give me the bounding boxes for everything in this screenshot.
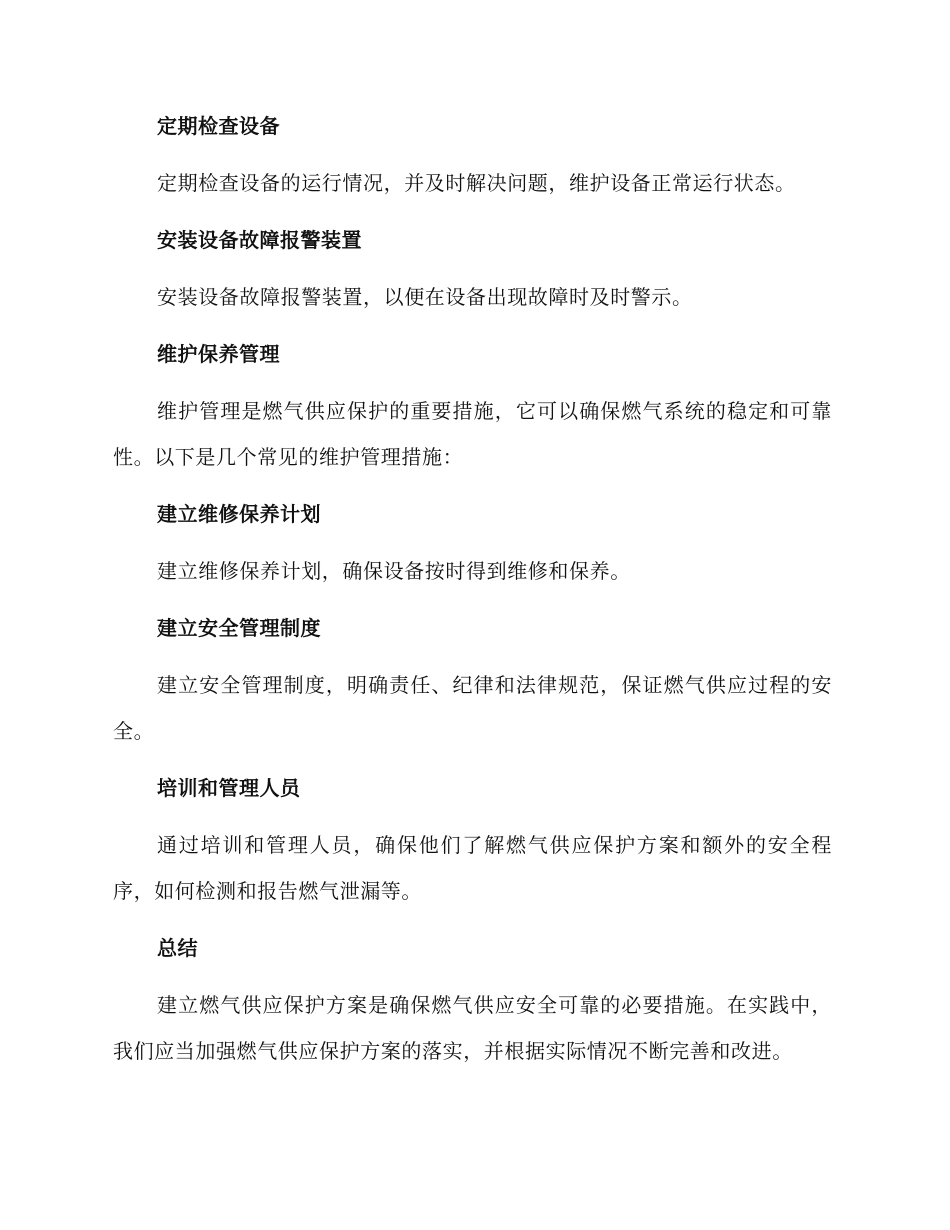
section-heading: 维护保养管理 (157, 342, 280, 366)
section-heading: 定期检查设备 (157, 114, 280, 138)
section-heading: 培训和管理人员 (157, 776, 301, 800)
section-maintenance-management (113, 340, 832, 480)
section-summary (113, 934, 832, 1074)
section-heading: 安装设备故障报警装置 (157, 228, 362, 252)
section-maintenance-plan (113, 500, 832, 594)
section-heading: 总结 (157, 936, 198, 960)
section-paragraph: 维护管理是燃气供应保护的重要措施，它可以确保燃气系统的稳定和可靠性。以下是几个常见的维护管理措施： (113, 399, 832, 469)
section-safety-system (113, 614, 832, 754)
section-staff-training (113, 774, 832, 914)
section-paragraph: 建立维修保养计划，确保设备按时得到维修和保养。 (157, 559, 631, 583)
section-heading: 建立维修保养计划 (157, 502, 321, 526)
section-heading: 建立安全管理制度 (157, 616, 321, 640)
section-paragraph: 定期检查设备的运行情况，并及时解决问题，维护设备正常运行状态。 (157, 171, 796, 195)
section-paragraph: 安装设备故障报警装置，以便在设备出现故障时及时警示。 (157, 285, 693, 309)
section-paragraph: 通过培训和管理人员，确保他们了解燃气供应保护方案和额外的安全程序，如何检测和报告燃气泄漏等。 (113, 833, 832, 903)
section-paragraph: 建立安全管理制度，明确责任、纪律和法律规范，保证燃气供应过程的安全。 (113, 673, 832, 743)
section-paragraph: 建立燃气供应保护方案是确保燃气供应安全可靠的必要措施。在实践中，我们应当加强燃气供应保护方案的落实，并根据实际情况不断完善和改进。 (113, 993, 832, 1063)
section-equipment-inspection (113, 112, 832, 206)
section-alarm-device (113, 226, 832, 320)
